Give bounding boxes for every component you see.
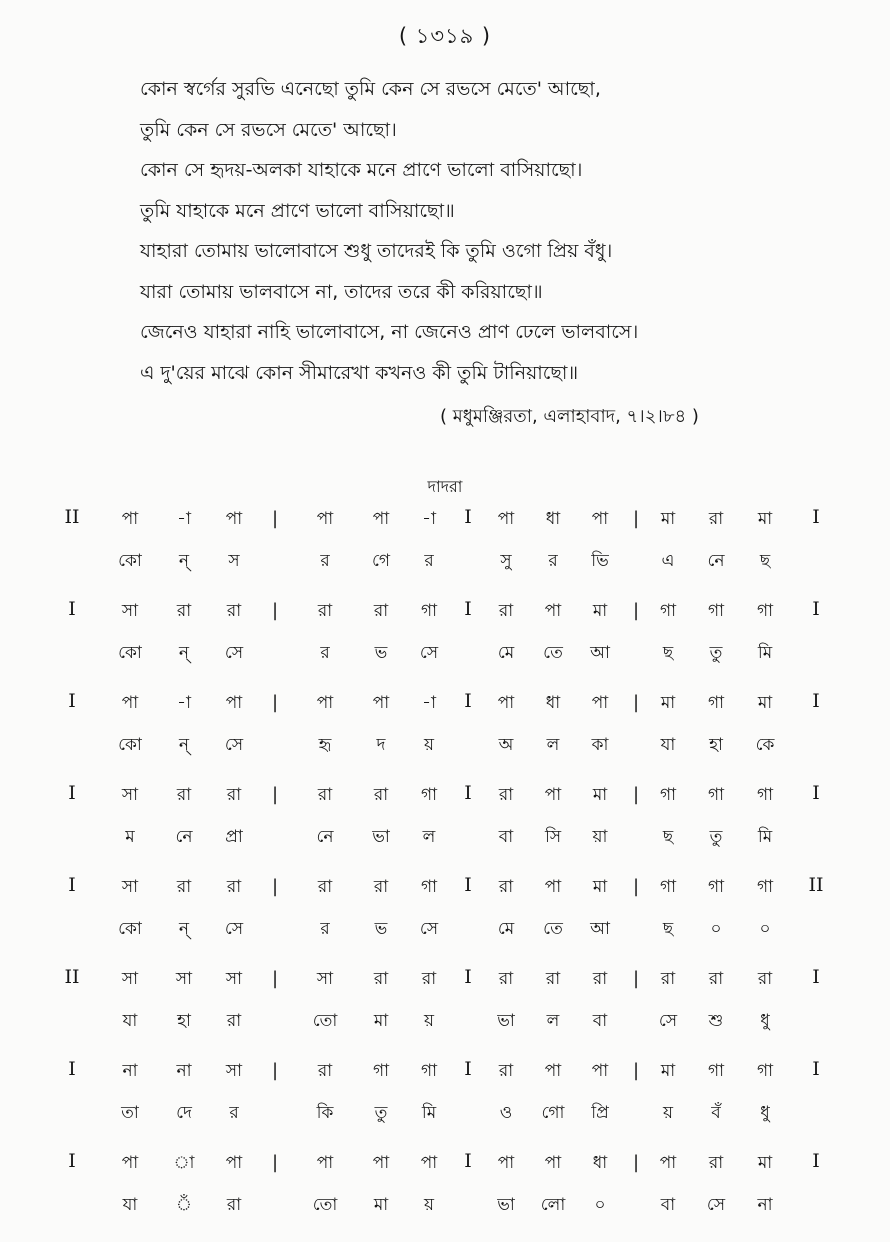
swara-note: পা [544,601,562,621]
section-start-marker: II [64,506,80,528]
bar-line: | [632,968,640,989]
swara-note: ধা [545,509,561,529]
lyric-syllable: মি [757,643,773,663]
taal-name: দাদরা [427,477,463,496]
lyric-syllable: তু [374,1103,388,1123]
swara-note: -া [177,509,191,529]
lyric-syllable: ভ [374,643,388,663]
lyric-syllable: শু [708,1011,724,1031]
poem-line: তুমি যাহাকে মনে প্রাণে ভালো বাসিয়াছো॥ [140,199,455,222]
poem [140,74,638,398]
swara-note: পা [225,693,243,713]
swara-note: গা [707,601,725,621]
lyric-syllable: মি [757,827,773,847]
swara-note: রা [592,969,608,989]
lyric-syllable: সে [224,643,244,663]
bar-line: | [271,692,279,713]
swara-note: রা [317,601,333,621]
swara-note: গা [756,877,774,897]
lyric-syllable: হা [177,1011,191,1031]
section-end-marker: I [812,966,820,988]
swara-note: রা [176,877,192,897]
lyric-syllable: য় [662,1103,673,1123]
lyric-syllable: প্রা [225,827,243,847]
swara-note: পা [659,1153,677,1173]
lyric-syllable: বঁ [711,1103,721,1123]
swara-note: রা [757,969,773,989]
lyric-syllable: মা [373,1195,389,1215]
swara-note: সা [121,969,139,989]
swara-note: রা [317,785,333,805]
lyric-syllable: ল [422,827,436,847]
lyric-syllable: এ [661,551,675,571]
swara-note: পা [420,1153,438,1173]
poem-line: যাহারা তোমায় ভালোবাসে শুধু তাদেরই কি তুমি ওগো প্রিয় বঁধু। [140,240,613,262]
lyric-syllable: বা [498,827,514,847]
lyric-syllable: ছ [662,643,674,663]
lyric-syllable: তো [312,1011,338,1031]
lyric-syllable: কো [118,919,142,939]
lyric-syllable: আ [590,919,610,939]
swara-note: গা [420,1061,438,1081]
lyric-syllable: ল [546,735,560,755]
swara-note: পা [316,509,334,529]
section-end-marker: I [812,598,820,620]
swara-note: মা [592,601,608,621]
section-start-marker: I [68,874,76,896]
swara-note: রা [498,969,514,989]
section-start-marker: I [68,1058,76,1080]
lyric-syllable: ধু [760,1103,770,1123]
swara-note: পা [225,1153,243,1173]
lyric-syllable: সে [419,919,439,939]
lyric-syllable: র [320,919,330,939]
lyric-syllable: ন্ [178,919,190,939]
lyric-syllable: নে [316,827,334,847]
swara-note: রা [373,877,389,897]
swara-note: রা [176,785,192,805]
notation-block [0,782,890,874]
swara-note: পা [316,1153,334,1173]
swara-note: রা [176,601,192,621]
section-end-marker: I [812,506,820,528]
swara-note: রা [708,509,724,529]
swara-note: -া [422,509,436,529]
swara-note: পা [121,1153,139,1173]
poem-line: যারা তোমায় ভালবাসে না, তাদের তরে কী করিয়াছো॥ [140,280,543,303]
notation-block [0,1150,890,1242]
section-end-marker: I [812,782,820,804]
swara-note: পা [225,509,243,529]
swara-note: মা [592,785,608,805]
section-end-marker: I [812,690,820,712]
lyric-syllable: সি [544,827,562,847]
swara-note: মা [757,1153,773,1173]
lyric-syllable: তু [709,643,723,663]
poem-line: জেনেও যাহারা নাহি ভালোবাসে, না জেনেও প্রাণ ঢেলে ভালবাসে। [140,321,639,343]
lyric-syllable: সে [224,919,244,939]
lyric-syllable: রা [226,1011,242,1031]
lyric-syllable: র [320,551,330,571]
lyric-syllable: সে [419,643,439,663]
section-start-marker: I [68,598,76,620]
lyric-syllable: তে [543,919,563,939]
swara-note: রা [317,1061,333,1081]
swara-note: মা [660,693,676,713]
swara-note: গা [659,601,677,621]
swara-note: -া [177,693,191,713]
swara-note: সা [121,877,139,897]
lyric-syllable: ০ [594,1195,606,1215]
poem-line: কোন সে হৃদয়-অলকা যাহাকে মনে প্রাণে ভালো বাসিয়াছো। [140,159,583,181]
swara-note: পা [497,509,515,529]
lyric-syllable: যা [122,1011,138,1031]
lyric-syllable: কি [316,1103,334,1123]
poem-line: তুমি কেন সে রভসে মেতে' আছো। [140,118,397,141]
swara-note: গা [756,785,774,805]
lyric-syllable: র [548,551,558,571]
swara-note: পা [121,693,139,713]
swara-note: গা [707,693,725,713]
notation-block [0,1058,890,1150]
swara-note: রা [498,785,514,805]
notation-block [0,598,890,690]
lyric-syllable: কে [755,735,775,755]
swara-note: রা [373,969,389,989]
swara-note: গা [372,1061,390,1081]
section-divider: I [464,1150,472,1172]
section-start-marker: II [64,966,80,988]
poem-line: এ দু'য়ের মাঝে কোন সীমারেখা কখনও কী তুমি টানিয়াছো॥ [140,361,579,384]
lyric-syllable: ছ [662,827,674,847]
lyric-syllable: র [320,643,330,663]
lyric-syllable: তা [121,1103,139,1123]
swara-note: -া [422,693,436,713]
swara-note: রা [373,785,389,805]
section-end-marker: I [812,1150,820,1172]
lyric-syllable: গে [371,551,391,571]
lyric-syllable: ধু [760,1011,770,1031]
swara-note: গা [707,1061,725,1081]
swara-note: রা [708,1153,724,1173]
swara-note: পা [497,693,515,713]
lyric-syllable: বা [660,1195,676,1215]
bar-line: | [271,784,279,805]
section-start-marker: I [68,782,76,804]
swara-note: না [176,1061,192,1081]
swara-note: পা [121,509,139,529]
bar-line: | [632,508,640,529]
lyric-syllable: ভি [591,551,609,571]
swara-note: গা [659,785,677,805]
lyric-syllable: দে [176,1103,192,1123]
swara-note: রা [226,785,242,805]
lyric-syllable: কো [118,735,142,755]
swara-note: পা [316,693,334,713]
lyric-syllable: মে [497,643,515,663]
bar-line: | [632,600,640,621]
swara-note: সা [316,969,334,989]
swara-note: পা [372,509,390,529]
notation-block [0,966,890,1058]
lyric-syllable: ম [125,827,135,847]
lyric-syllable: য় [423,1195,434,1215]
section-end-marker: II [808,874,824,896]
swara-note: গা [420,785,438,805]
lyric-syllable: নে [707,551,725,571]
swara-note: রা [498,877,514,897]
lyric-syllable: ন্ [178,735,190,755]
lyric-syllable: স [228,551,240,571]
lyric-syllable: য় [423,1011,434,1031]
lyric-syllable: সে [658,1011,678,1031]
swara-note: ধা [545,693,561,713]
swara-note: না [122,1061,138,1081]
lyric-syllable: ভ [374,919,388,939]
lyric-syllable: ছ [662,919,674,939]
bar-line: | [271,508,279,529]
page-number: ( ১৩১৯ ) [398,24,492,48]
lyric-syllable: কা [591,735,609,755]
swara-note: পা [544,1061,562,1081]
swara-note: ধা [592,1153,608,1173]
swara-note: পা [544,785,562,805]
lyric-syllable: হৃ [318,735,332,755]
lyric-syllable: মে [497,919,515,939]
swara-note: মা [660,1061,676,1081]
swara-note: রা [373,601,389,621]
swara-note: রা [226,877,242,897]
section-divider: I [464,782,472,804]
lyric-syllable: ল [546,1011,560,1031]
lyric-syllable: যা [122,1195,138,1215]
bar-line: | [632,1060,640,1081]
section-divider: I [464,506,472,528]
lyric-syllable: আ [590,643,610,663]
swara-note: রা [545,969,561,989]
section-start-marker: I [68,1150,76,1172]
lyric-syllable: ভা [497,1195,515,1215]
section-divider: I [464,966,472,988]
swara-note: রা [498,601,514,621]
swara-note: মা [660,509,676,529]
lyric-syllable: ভা [497,1011,515,1031]
lyric-syllable: কো [118,551,142,571]
swara-note: মা [757,509,773,529]
lyric-syllable: র [424,551,434,571]
swara-note: মা [757,693,773,713]
lyric-syllable: ভা [372,827,390,847]
swara-note: রা [226,601,242,621]
notation-block [0,506,890,598]
lyric-syllable: রা [226,1195,242,1215]
lyric-syllable: বা [592,1011,608,1031]
lyric-syllable: প্রি [591,1103,609,1123]
section-divider: I [464,598,472,620]
lyric-syllable: যা [660,735,676,755]
lyric-syllable: হা [709,735,723,755]
lyric-syllable: র [229,1103,239,1123]
swara-note: গা [707,877,725,897]
swara-note: গা [659,877,677,897]
bar-line: | [271,968,279,989]
lyric-syllable: লো [540,1195,566,1215]
lyric-syllable: তে [543,643,563,663]
bar-line: | [271,1152,279,1173]
lyric-syllable: নে [175,827,193,847]
notation-block [0,690,890,782]
poem-line: কোন স্বর্গের সুরভি এনেছো তুমি কেন সে রভসে মেতে' আছো, [140,78,601,100]
swara-note: সা [121,785,139,805]
section-divider: I [464,690,472,712]
bar-line: | [632,784,640,805]
notation-system [0,506,890,1242]
lyric-syllable: সু [500,551,512,571]
swara-note: মা [592,877,608,897]
lyric-syllable: কো [118,643,142,663]
lyric-syllable: ছ [759,551,771,571]
swara-note: পা [497,1153,515,1173]
lyric-syllable: ন্ [178,551,190,571]
lyric-syllable: য় [423,735,434,755]
swara-note: পা [372,693,390,713]
swara-note: পা [591,1061,609,1081]
swara-note: সা [175,969,193,989]
lyric-syllable: তু [709,827,723,847]
swara-note: সা [225,969,243,989]
swara-note: গা [756,1061,774,1081]
lyric-syllable: য়া [592,827,608,847]
swara-note: গা [420,877,438,897]
lyric-syllable: গো [541,1103,565,1123]
lyric-syllable: না [757,1195,773,1215]
lyric-syllable: দ [376,735,386,755]
swara-note: রা [660,969,676,989]
lyric-syllable: মা [373,1011,389,1031]
lyric-syllable: ঁ [176,1195,192,1215]
lyric-syllable: ও [499,1103,513,1123]
lyric-syllable: সে [706,1195,726,1215]
swara-note: সা [121,601,139,621]
lyric-syllable: ০ [759,919,771,939]
section-divider: I [464,874,472,896]
swara-note: রা [708,969,724,989]
lyric-syllable: অ [498,735,514,755]
section-divider: I [464,1058,472,1080]
swara-note: রা [421,969,437,989]
lyric-syllable: ০ [710,919,722,939]
swara-note: পা [591,509,609,529]
swara-note: পা [591,693,609,713]
lyric-syllable: ন্ [178,643,190,663]
bar-line: | [632,1152,640,1173]
swara-note: গা [707,785,725,805]
swara-note: গা [756,601,774,621]
lyric-syllable: তো [312,1195,338,1215]
swara-note: রা [498,1061,514,1081]
bar-line: | [632,692,640,713]
bar-line: | [271,876,279,897]
swara-note: পা [544,877,562,897]
bar-line: | [271,600,279,621]
lyric-syllable: সে [224,735,244,755]
swara-note: া [173,1153,195,1173]
bar-line: | [632,876,640,897]
bar-line: | [271,1060,279,1081]
swara-note: সা [225,1061,243,1081]
swara-note: গা [420,601,438,621]
swara-note: পা [544,1153,562,1173]
notation-block [0,874,890,966]
swara-note: রা [317,877,333,897]
swara-note: পা [372,1153,390,1173]
lyric-syllable: মি [421,1103,437,1123]
attribution: ( মধুমঞ্জিরতা, এলাহাবাদ, ৭।২।৮৪ ) [440,406,699,427]
section-start-marker: I [68,690,76,712]
section-end-marker: I [812,1058,820,1080]
